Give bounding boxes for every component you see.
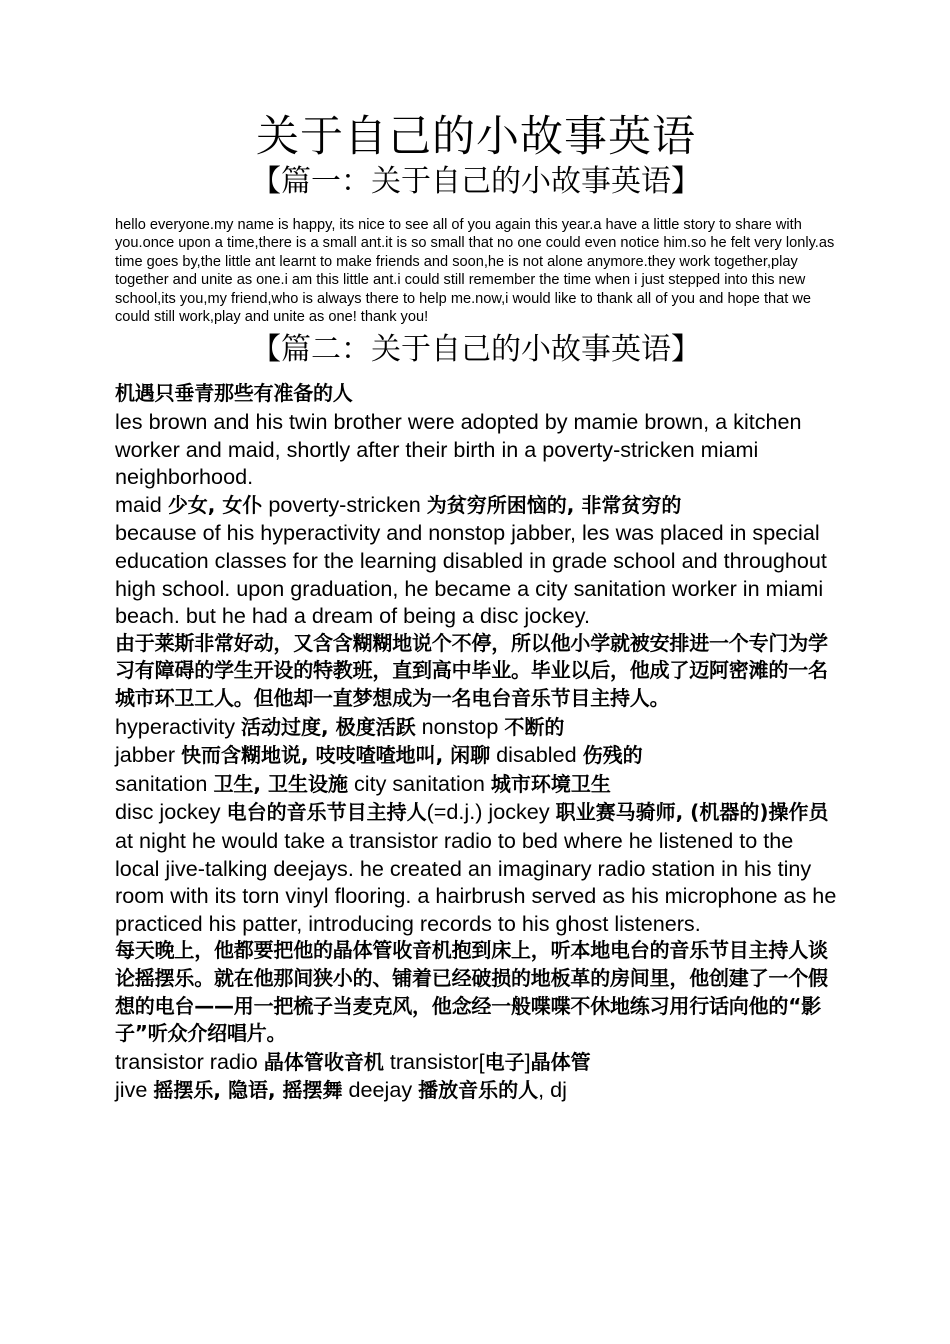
glossary-line-5: disc jockey 电台的音乐节目主持人(=d.j.) jockey 职业赛马骑师, (机器的)操作员 <box>115 799 829 825</box>
glossary-line-7: jive 摇摆乐, 隐语, 摇摆舞 deejay 播放音乐的人, dj <box>115 1077 567 1103</box>
document-title: 关于自己的小故事英语 <box>256 112 696 162</box>
paragraph-2: because of his hyperactivity and nonstop jabber, les was placed in special education classes for the learning disabled in grade school and throughout high school. upon graduation, he became a city sanitation worker in miami beach. but he had a dream of being a disc jockey. <box>115 520 827 629</box>
section-2-heading: 【篇二：关于自己的小故事英语】 <box>251 332 701 368</box>
story-title: 机遇只垂青那些有准备的人 <box>115 381 353 406</box>
glossary-line-3: jabber 快而含糊地说, 吱吱喳喳地叫, 闲聊 disabled 伤残的 <box>115 742 643 768</box>
document-page <box>115 112 837 1105</box>
paragraph-1: les brown and his twin brother were adopted by mamie brown, a kitchen worker and maid, shortly after their birth in a poverty-stricken miami neighborhood. <box>115 409 802 490</box>
section-1-text: hello everyone.my name is happy, its nice to see all of you again this year.a have a little story to share with you.once upon a time,there is a small ant.it is so small that no one could even notice him.so he felt very lonly.as time goes by,the little ant learnt to make friends and soon,he is not alone anymore.they work together,play together and unite as one.i am this little ant.i could still remember the time when i just stepped into this new school,its you,my friend,who is always there to help me.now,i would like to thank all of you and hope that we could still work,play and unite as one! thank you! <box>115 217 835 326</box>
section-2-body <box>115 380 837 1104</box>
paragraph-3: at night he would take a transistor radio to bed where he listened to the local jive-talking deejays. he created an imaginary radio station in his tiny room with its torn vinyl flooring. a hairbrush served as his microphone as he practiced his patter, introducing records to his ghost listeners. <box>115 827 837 936</box>
glossary-line-4: sanitation 卫生, 卫生设施 city sanitation 城市环境卫生 <box>115 770 611 796</box>
paragraph-3-translation: 每天晚上，他都要把他的晶体管收音机抱到床上，听本地电台的音乐节目主持人谈论摇摆乐。就在他那间狭小的、铺着已经破损的地板革的房间里，他创建了一个假想的电台——用一把梳子当麦克风，他念经一般喋喋不休地练习用行话向他的“影子”听众介绍唱片。 <box>115 938 828 1046</box>
section-1-heading: 【篇一：关于自己的小故事英语】 <box>251 164 701 199</box>
glossary-line-6: transistor radio 晶体管收音机 transistor[电子]晶体管 <box>115 1048 591 1074</box>
glossary-line-1: maid 少女, 女仆 poverty-stricken 为贫穷所困恼的, 非常贫穷的 <box>115 491 682 517</box>
glossary-line-2: hyperactivity 活动过度, 极度活跃 nonstop 不断的 <box>115 713 565 739</box>
paragraph-2-translation: 由于莱斯非常好动，又含含糊糊地说个不停，所以他小学就被安排进一个专门为学习有障碍的学生开设的特教班，直到高中毕业。毕业以后，他成了迈阿密滩的一名城市环卫工人。但他却一直梦想成为一名电台音乐节目主持人。 <box>115 630 828 710</box>
